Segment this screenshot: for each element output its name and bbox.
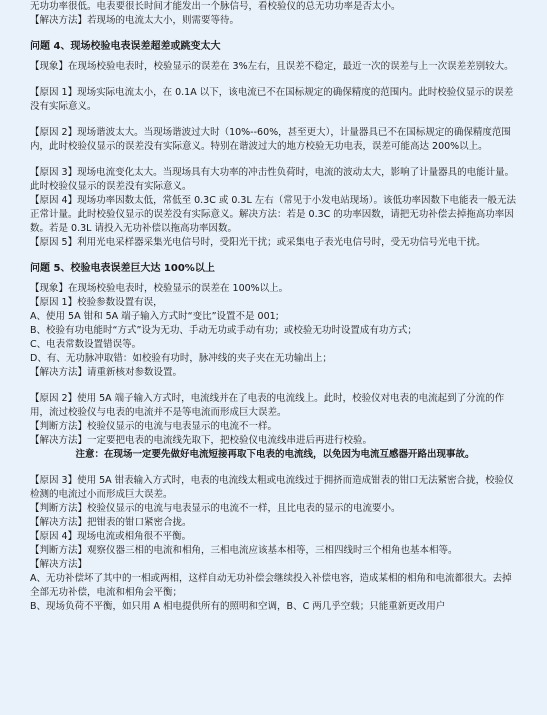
paragraph: 【原因 1】校验参数设置有误， — [30, 297, 163, 308]
paragraph: 【原因 4】现场电流或相角很不平衡。 — [30, 531, 192, 542]
list-item: C、电表常数设置错误等。 — [30, 339, 142, 350]
paragraph: 【解决方法】 — [30, 559, 88, 570]
paragraph: 【判断方法】校验仪显示的电流与电表显示的电流不一样。 — [30, 421, 278, 432]
section-4-heading: 问题 4、现场校验电表误差超差或跳变太大 — [30, 41, 221, 52]
list-item: B、现场负荷不平衡，如只用 A 相电提供所有的照明和空调，B、C 两几乎空载；只能重新更改用户 — [30, 601, 446, 612]
section-5-heading: 问题 5、校验电表误差巨大达 100%以上 — [30, 263, 215, 274]
document-body — [30, 0, 520, 614]
paragraph: 【现象】在现场校验电表时，校验显示的误差在 100%以上。 — [30, 283, 289, 294]
paragraph: 【原因 2】现场谐波太大。当现场谐波过大时（10%--60%，甚至更大），计量器具已不在国标规定的确保精度范围内，此时校验仪显示的误差没有实际意义。特别在谐波过大的地方校验无功电表，误差可能高达 200%以上。 — [30, 127, 511, 152]
paragraph: 【原因 5】利用光电采样器采集光电信号时，受阳光干扰；或采集电子表光电信号时，受无功信号光电干扰。 — [30, 237, 486, 248]
paragraph: 【判断方法】校验仪显示的电流与电表显示的电流不一样，且比电表的显示的电流要小。 — [30, 503, 401, 514]
list-item: D、有、无功脉冲取错：如校验有功时，脉冲线的夹子夹在无功输出上； — [30, 353, 332, 364]
paragraph: 【现象】在现场校验电表时，校验显示的误差在 3%左右，且误差不稳定，最近一次的误差与上一次误差差别较大。 — [30, 61, 514, 72]
paragraph: 【判断方法】观察仪器三相的电流和相角，三相电流应该基本相等，三相四线时三个相角也基本相等。 — [30, 545, 458, 556]
warning-note: 注意：在现场一定要先做好电流短接再取下电表的电流线，以免因为电流互感器开路出现事故。 — [75, 449, 475, 460]
paragraph: 【原因 3】现场电流变化太大。当现场具有大功率的冲击性负荷时，电流的波动太大，影响了计量器具的电能计量。此时校验仪显示的误差没有实际意义。 — [30, 167, 515, 192]
list-item: A、使用 5A 钳和 5A 端子输入方式时“变比”设置不是 001; — [30, 311, 279, 322]
paragraph: 【原因 3】使用 5A 钳表输入方式时，电表的电流线太粗或电流线过于拥挤而造成钳表的钳口无法紧密合拢，校验仪检测的电流过小而形成巨大误差。 — [30, 475, 514, 500]
paragraph: 【原因 2】使用 5A 端子输入方式时，电流线并在了电表的电流线上。此时，校验仪对电表的电流起到了分流的作用，流过校验仪与电表的电流并不是等电流而形成巨大误差。 — [30, 393, 505, 418]
paragraph: 【原因 4】现场功率因数太低，常低至 0.3C 或 0.3L 左右（常见于小发电站现场）。该低功率因数下电能表一般无法正常计量。此时校验仪显示的误差没有实际意义。解决方法：若是 0.3C 的功率因数，请把无功补偿去掉拖高功率因数。若是 0.3L 请投入无功补偿以拖高功率因数。 — [30, 195, 517, 234]
paragraph: 【解决方法】请重新核对参数设置。 — [30, 367, 183, 378]
list-item: B、校验有功电能时“方式”设为无功、手动无功或手动有功；或校验无功时设置成有功方式； — [30, 325, 417, 336]
paragraph: 【解决方法】一定要把电表的电流线先取下，把校验仪电流线串进后再进行校验。 — [30, 435, 373, 446]
paragraph: 【解决方法】把钳表的钳口紧密合拢。 — [30, 517, 192, 528]
paragraph: 【原因 1】现场实际电流太小，在 0.1A 以下，该电流已不在国标规定的确保精度的范围内。此时校验仪显示的误差没有实际意义。 — [30, 87, 514, 112]
paragraph: 无功功率很低。电表要很长时间才能发出一个脉信号，看校验仪的总无功功率是否太小。 — [30, 1, 401, 12]
paragraph: 【解决方法】若现场的电流太大小，则需要等待。 — [30, 15, 240, 26]
list-item: A、无功补偿坏了其中的一相或两相，这样自动无功补偿会继续投入补偿电容，造成某相的相角和电流都很大。去掉全部无功补偿，电流和相角会平衡； — [30, 573, 512, 598]
